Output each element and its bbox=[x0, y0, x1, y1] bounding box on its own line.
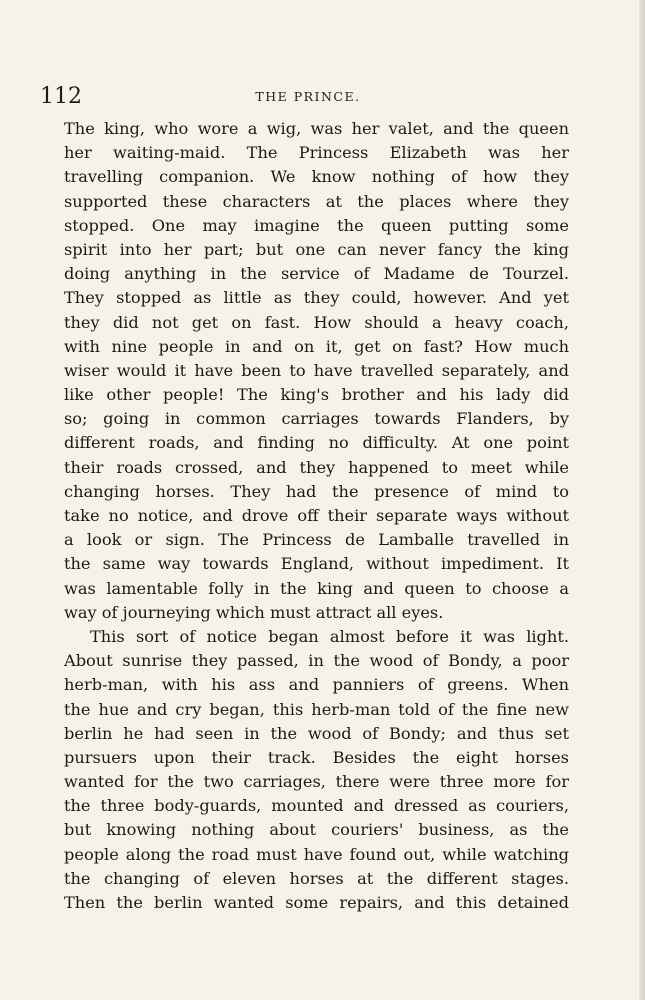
text-line: wanted for the two carriages, there were three more for bbox=[64, 772, 569, 792]
text-line: doing anything in the service of Madame de Tourzel. bbox=[64, 264, 569, 284]
text-line: take no notice, and drove off their separate ways without bbox=[64, 506, 569, 525]
text-line: They stopped as little as they could, however. And yet bbox=[64, 288, 569, 308]
text-line: supported these characters at the places where they bbox=[64, 191, 569, 211]
running-title: THE PRINCE. bbox=[255, 89, 361, 104]
text-line: like other people! The king's brother and his lady did bbox=[64, 385, 569, 405]
paragraph-1 bbox=[64, 117, 569, 625]
page-header bbox=[40, 84, 576, 110]
text-line: different roads, and finding no difficulty. At one point bbox=[64, 433, 569, 453]
text-line: their roads crossed, and they happened to meet while bbox=[64, 457, 569, 477]
text-line: the changing of eleven horses at the different stages. bbox=[64, 868, 569, 888]
text-line: Then the berlin wanted some repairs, and this detained bbox=[64, 893, 569, 912]
text-line: people along the road must have found out, while watching bbox=[64, 844, 569, 864]
text-line: the hue and cry began, this herb-man told of the fine new bbox=[64, 699, 569, 719]
text-line: wiser would it have been to have travelled separately, and bbox=[64, 360, 569, 380]
text-line: the three body-guards, mounted and dressed as couriers, bbox=[64, 796, 569, 816]
text-line: berlin he had seen in the wood of Bondy; and thus set bbox=[64, 723, 569, 743]
text-line: spirit into her part; but one can never fancy the king bbox=[64, 239, 569, 259]
text-line: stopped. One may imagine the queen putting some bbox=[64, 215, 569, 235]
text-line: a look or sign. The Princess de Lamballe travelled in bbox=[64, 530, 569, 550]
text-line: but knowing nothing about couriers' business, as the bbox=[64, 820, 569, 840]
page-edge bbox=[639, 0, 645, 1000]
text-line: they did not get on fast. How should a heavy coach, bbox=[64, 312, 569, 332]
text-line: About sunrise they passed, in the wood of Bondy, a poor bbox=[64, 651, 569, 671]
text-line: travelling companion. We know nothing of how they bbox=[64, 167, 569, 187]
text-line: the same way towards England, without impediment. It bbox=[64, 554, 569, 574]
text-line: her waiting-maid. The Princess Elizabeth was her bbox=[64, 143, 569, 163]
text-line: This sort of notice began almost before it was light. bbox=[90, 626, 569, 646]
page-number: 112 bbox=[40, 84, 82, 109]
text-line: The king, who wore a wig, was her valet, and the queen bbox=[64, 119, 569, 138]
text-line: with nine people in and on it, get on fast? How much bbox=[64, 336, 569, 356]
text-line: way of journeying which must attract all eyes. bbox=[64, 602, 444, 622]
text-line: pursuers upon their track. Besides the eight horses bbox=[64, 747, 569, 767]
text-line: so; going in common carriages towards Flanders, by bbox=[64, 409, 569, 429]
paragraph-2 bbox=[64, 625, 569, 915]
text-line: changing horses. They had the presence of mind to bbox=[64, 481, 569, 501]
body-text bbox=[64, 117, 569, 915]
text-line: was lamentable folly in the king and queen to choose a bbox=[64, 578, 569, 598]
text-line: herb-man, with his ass and panniers of greens. When bbox=[64, 675, 569, 695]
